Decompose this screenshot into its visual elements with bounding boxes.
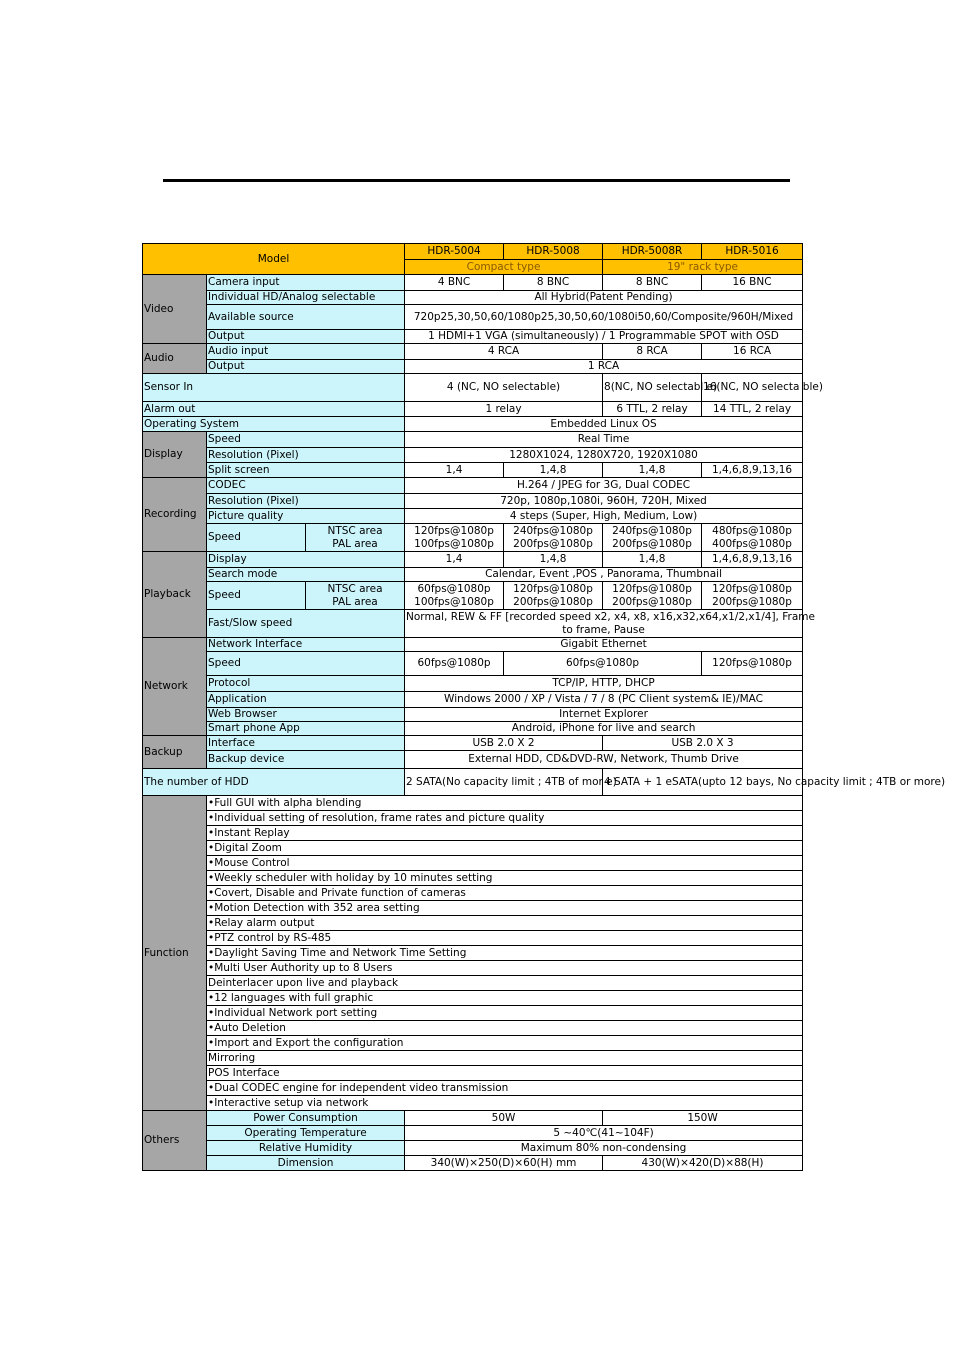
table-row [143, 841, 803, 856]
function-item: •Weekly scheduler with holiday by 10 minutes setting [207, 871, 803, 886]
cell: 8 RCA [603, 344, 702, 360]
cell: 1 relay [405, 402, 603, 417]
cell: 2 SATA(No capacity limit ; 4TB of mor e) [405, 769, 603, 796]
row-label: Operating System [143, 417, 405, 432]
row-label: Power Consumption [207, 1111, 405, 1126]
table-row [143, 708, 803, 722]
cell: 720p, 1080p,1080i, 960H, 720H, Mixed [405, 494, 803, 509]
table-row [143, 305, 803, 330]
cell: Android, iPhone for live and search [405, 722, 803, 736]
table-row [143, 448, 803, 463]
row-label: CODEC [207, 478, 405, 494]
row-label: Individual HD/Analog selectable [207, 291, 405, 305]
table-row [143, 417, 803, 432]
group-backup: Backup [143, 736, 207, 769]
ntsc-value: 120fps@1080p [612, 583, 692, 596]
ntsc-label: NTSC area [327, 525, 383, 538]
table-row [143, 916, 803, 931]
cell: All Hybrid(Patent Pending) [405, 291, 803, 305]
function-item: •Daylight Saving Time and Network Time Setting [207, 946, 803, 961]
cell: 4 steps (Super, High, Medium, Low) [405, 509, 803, 524]
table-row [143, 582, 803, 610]
cell: USB 2.0 X 2 [405, 736, 603, 751]
model-name: HDR-5004 [405, 244, 504, 260]
fastslow-line: to frame, Pause [562, 623, 645, 636]
group-network: Network [143, 638, 207, 736]
cell: 8 BNC [603, 275, 702, 291]
group-playback: Playback [143, 552, 207, 638]
pal-value: 100fps@1080p [414, 595, 494, 608]
row-label: Resolution (Pixel) [207, 448, 405, 463]
cell: 1,4 [405, 463, 504, 478]
cell [702, 524, 803, 552]
function-item: Mirroring [207, 1051, 803, 1066]
table-row [143, 291, 803, 305]
function-item: •Digital Zoom [207, 841, 803, 856]
cell: USB 2.0 X 3 [603, 736, 803, 751]
cell: 60fps@1080p [405, 652, 504, 676]
cell: 720p25,30,50,60/1080p25,30,50,60/1080i50,60/Composite/960H/Mixed [405, 305, 803, 330]
table-row [143, 676, 803, 692]
table-row [143, 976, 803, 991]
table-row [143, 610, 803, 638]
cell [603, 582, 702, 610]
cell: 16 BNC [702, 275, 803, 291]
function-item: •Covert, Disable and Private function of cameras [207, 886, 803, 901]
ntsc-value: 120fps@1080p [712, 583, 792, 596]
function-item: •Relay alarm output [207, 916, 803, 931]
pal-value: 400fps@1080p [712, 537, 792, 550]
title-rule [163, 179, 790, 182]
cell: 340(W)×250(D)×60(H) mm [405, 1156, 603, 1171]
cell: 120fps@1080p [702, 652, 803, 676]
table-row [143, 722, 803, 736]
table-row [143, 275, 803, 291]
cell: H.264 / JPEG for 3G, Dual CODEC [405, 478, 803, 494]
table-row [143, 931, 803, 946]
group-recording: Recording [143, 478, 207, 552]
cell: 1280X1024, 1280X720, 1920X1080 [405, 448, 803, 463]
ntsc-value: 60fps@1080p [417, 583, 491, 596]
group-function: Function [143, 796, 207, 1111]
function-item: Deinterlacer upon live and playback [207, 976, 803, 991]
function-item: •12 languages with full graphic [207, 991, 803, 1006]
cell: External HDD, CD&DVD-RW, Network, Thumb Drive [405, 751, 803, 769]
cell: 8 BNC [504, 275, 603, 291]
table-row [143, 1111, 803, 1126]
cell: 1,4,8 [504, 463, 603, 478]
row-label: Dimension [207, 1156, 405, 1171]
pal-value: 200fps@1080p [612, 537, 692, 550]
row-label: Application [207, 692, 405, 708]
function-item: •Full GUI with alpha blending [207, 796, 803, 811]
model-label: Model [143, 244, 405, 275]
cell: 1,4,6,8,9,13,16 [702, 463, 803, 478]
model-name: HDR-5008R [603, 244, 702, 260]
cell: 4 SATA + 1 eSATA(upto 12 bays, No capacity limit ; 4TB or more) [603, 769, 803, 796]
cell [405, 582, 504, 610]
table-row [143, 901, 803, 916]
cell: 1 HDMI+1 VGA (simultaneously) / 1 Programmable SPOT with OSD [405, 330, 803, 344]
table-row [143, 509, 803, 524]
row-label: Available source [207, 305, 405, 330]
row-label: Search mode [207, 568, 405, 582]
table-row [143, 736, 803, 751]
cell [702, 582, 803, 610]
row-label: Picture quality [207, 509, 405, 524]
cell: 60fps@1080p [504, 652, 702, 676]
table-row [143, 344, 803, 360]
table-row [143, 1141, 803, 1156]
cell: Internet Explorer [405, 708, 803, 722]
area-labels [306, 582, 405, 610]
row-label: Fast/Slow speed [207, 610, 405, 638]
cell: 8(NC, NO selectabl e) [603, 374, 702, 402]
pal-label: PAL area [332, 537, 378, 550]
function-item: •Interactive setup via network [207, 1096, 803, 1111]
function-item: •Individual setting of resolution, frame rates and picture quality [207, 811, 803, 826]
function-item: •Auto Deletion [207, 1021, 803, 1036]
table-row [143, 1126, 803, 1141]
table-row [143, 1036, 803, 1051]
table-row [143, 652, 803, 676]
table-row [143, 1156, 803, 1171]
cell: 430(W)×420(D)×88(H) [603, 1156, 803, 1171]
header-row [143, 244, 803, 260]
type-label: 19" rack type [603, 260, 803, 275]
spec-table [142, 243, 946, 1171]
model-name: HDR-5008 [504, 244, 603, 260]
table-row [143, 856, 803, 871]
table-row [143, 811, 803, 826]
row-label: Speed [207, 432, 405, 448]
row-label: Speed [207, 582, 306, 610]
table-row [143, 402, 803, 417]
area-labels [306, 524, 405, 552]
row-label: Display [207, 552, 405, 568]
row-label: Interface [207, 736, 405, 751]
row-label: Relative Humidity [207, 1141, 405, 1156]
table-row [143, 826, 803, 841]
group-display: Display [143, 432, 207, 478]
cell: 16 RCA [702, 344, 803, 360]
cell [405, 610, 815, 638]
table-row [143, 946, 803, 961]
table-row [143, 751, 803, 769]
table-row [143, 871, 803, 886]
cell: 1,4,8 [603, 552, 702, 568]
row-label: Audio input [207, 344, 405, 360]
table-row [143, 1021, 803, 1036]
table-row [143, 330, 803, 344]
group-others: Others [143, 1111, 207, 1171]
function-item: •Import and Export the configuration [207, 1036, 803, 1051]
pal-value: 200fps@1080p [513, 595, 593, 608]
table-row [143, 961, 803, 976]
fastslow-line: Normal, REW & FF [recorded speed x2, x4, x8, x16,x32,x64,x1/2,x1/4], Frame [406, 611, 815, 624]
cell [603, 524, 702, 552]
table-row [143, 478, 803, 494]
pal-value: 200fps@1080p [513, 537, 593, 550]
cell [405, 524, 504, 552]
cell: 5 ~40℃(41~104F) [405, 1126, 803, 1141]
cell: TCP/IP, HTTP, DHCP [405, 676, 803, 692]
cell: Calendar, Event ,POS , Panorama, Thumbnail [405, 568, 803, 582]
cell: 6 TTL, 2 relay [603, 402, 702, 417]
pal-value: 100fps@1080p [414, 537, 494, 550]
function-item: •Dual CODEC engine for independent video transmission [207, 1081, 803, 1096]
table-row [143, 769, 803, 796]
table-row [143, 796, 803, 811]
function-item: POS Interface [207, 1066, 803, 1081]
ntsc-value: 240fps@1080p [513, 525, 593, 538]
cell: 150W [603, 1111, 803, 1126]
table-row [143, 374, 803, 402]
table-row [143, 991, 803, 1006]
function-item: •PTZ control by RS-485 [207, 931, 803, 946]
row-label: Protocol [207, 676, 405, 692]
table-row [143, 494, 803, 509]
function-item: •Mouse Control [207, 856, 803, 871]
table-row [143, 1081, 803, 1096]
table-row [143, 524, 803, 552]
cell: Embedded Linux OS [405, 417, 803, 432]
group-audio: Audio [143, 344, 207, 374]
pal-value: 200fps@1080p [612, 595, 692, 608]
cell [504, 582, 603, 610]
cell: 1,4,8 [504, 552, 603, 568]
cell: 14 TTL, 2 relay [702, 402, 803, 417]
table-row [143, 692, 803, 708]
ntsc-value: 120fps@1080p [513, 583, 593, 596]
row-label: Backup device [207, 751, 405, 769]
cell: 1,4,8 [603, 463, 702, 478]
table-row [143, 1006, 803, 1021]
ntsc-value: 240fps@1080p [612, 525, 692, 538]
function-item: •Motion Detection with 352 area setting [207, 901, 803, 916]
pal-value: 200fps@1080p [712, 595, 792, 608]
ntsc-value: 120fps@1080p [414, 525, 494, 538]
table-row [143, 1096, 803, 1111]
cell: 1,4 [405, 552, 504, 568]
row-label: Alarm out [143, 402, 405, 417]
model-name: HDR-5016 [702, 244, 803, 260]
cell: Gigabit Ethernet [405, 638, 803, 652]
table-row [143, 432, 803, 448]
row-label: Network Interface [207, 638, 405, 652]
cell [504, 524, 603, 552]
table-row [143, 360, 803, 374]
cell: Windows 2000 / XP / Vista / 7 / 8 (PC Client system& IE)/MAC [405, 692, 803, 708]
row-label: Speed [207, 652, 405, 676]
cell: 1,4,6,8,9,13,16 [702, 552, 803, 568]
cell: 4 BNC [405, 275, 504, 291]
table-row [143, 1051, 803, 1066]
row-label: Resolution (Pixel) [207, 494, 405, 509]
table-row [143, 568, 803, 582]
row-label: The number of HDD [143, 769, 405, 796]
cell: 1 RCA [405, 360, 803, 374]
row-label: Split screen [207, 463, 405, 478]
cell: 16(NC, NO selecta ble) [702, 374, 803, 402]
row-label: Output [207, 330, 405, 344]
cell: 4 (NC, NO selectable) [405, 374, 603, 402]
cell: Maximum 80% non-condensing [405, 1141, 803, 1156]
type-label: Compact type [405, 260, 603, 275]
table-row [143, 1066, 803, 1081]
row-label: Output [207, 360, 405, 374]
cell: Real Time [405, 432, 803, 448]
table-row [143, 463, 803, 478]
row-label: Operating Temperature [207, 1126, 405, 1141]
group-video: Video [143, 275, 207, 344]
row-label: Camera input [207, 275, 405, 291]
function-item: •Multi User Authority up to 8 Users [207, 961, 803, 976]
row-label: Web Browser [207, 708, 405, 722]
table-row [143, 886, 803, 901]
cell: 50W [405, 1111, 603, 1126]
row-label: Sensor In [143, 374, 405, 402]
row-label: Smart phone App [207, 722, 405, 736]
table-row [143, 552, 803, 568]
ntsc-label: NTSC area [327, 583, 383, 596]
cell: 4 RCA [405, 344, 603, 360]
function-item: •Individual Network port setting [207, 1006, 803, 1021]
table-row [143, 638, 803, 652]
pal-label: PAL area [332, 595, 378, 608]
function-item: •Instant Replay [207, 826, 803, 841]
ntsc-value: 480fps@1080p [712, 525, 792, 538]
row-label: Speed [207, 524, 306, 552]
